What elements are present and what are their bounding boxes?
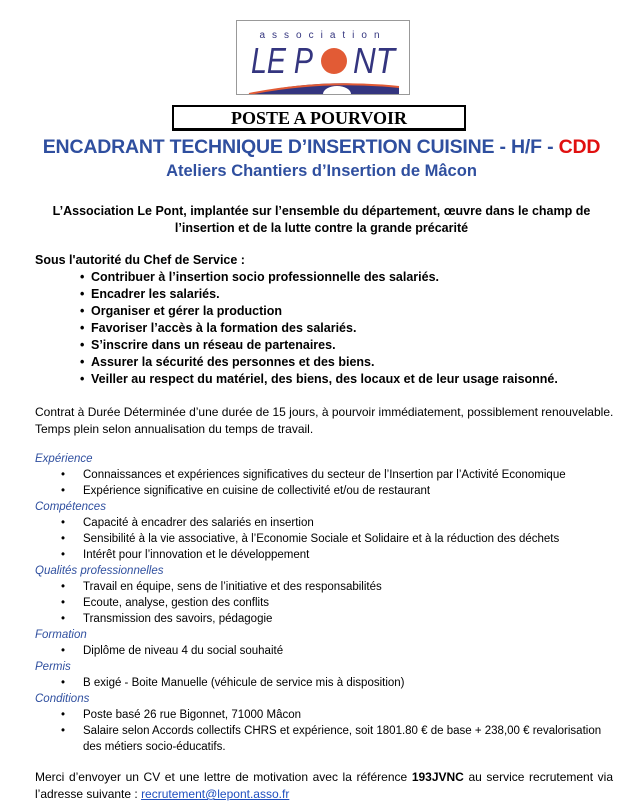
section-list (35, 467, 605, 499)
section-item: • Travail en équipe, sens de l’initiative et des responsabilités (35, 579, 605, 595)
closing-after: au service recrutement via l’adresse suivante : (35, 770, 613, 801)
section (35, 563, 605, 627)
svg-text:NT: NT (353, 40, 398, 81)
svg-text:association: association (259, 30, 387, 41)
section-item: • Connaissances et expériences significatives du secteur de l’Insertion par l’Activité Economique (35, 467, 605, 483)
section-list (35, 675, 605, 691)
contract-info (35, 404, 613, 438)
section-item: • Ecoute, analyse, gestion des conflits (35, 595, 605, 611)
section-list (35, 707, 605, 755)
section-item: • Intérêt pour l’innovation et le développement (35, 547, 605, 563)
section-list (35, 579, 605, 627)
section (35, 451, 605, 499)
requirements-sections (35, 451, 605, 755)
section-heading: Expérience (35, 453, 93, 465)
section-item: • Capacité à encadrer des salariés en insertion (35, 515, 605, 531)
section-item: • Salaire selon Accords collectifs CHRS et expérience, soit 1801.80 € de base + 238,00 € revalorisation des métiers socio-éducatifs. (35, 723, 605, 755)
contract-type: CDD (558, 136, 601, 158)
section-item: • Poste basé 26 rue Bigonnet, 71000 Mâcon (35, 707, 605, 723)
authority-list (35, 269, 558, 388)
section (35, 659, 605, 691)
job-subtitle: Ateliers Chantiers d’Insertion de Mâcon (166, 162, 477, 180)
section-item: • Sensibilité à la vie associative, à l’Economie Sociale et Solidaire et à la réduction des déchets (35, 531, 605, 547)
reference-code: 193JVNC (411, 770, 464, 784)
section (35, 691, 605, 755)
section-heading: Conditions (35, 693, 90, 705)
section-heading: Compétences (35, 501, 106, 513)
section (35, 499, 605, 563)
le-pont-logo (236, 20, 410, 95)
svg-text:LE P: LE P (251, 40, 313, 81)
closing-before: Merci d’envoyer un CV et une lettre de motivation avec la référence (35, 770, 412, 784)
contract-line: Contrat à Durée Déterminée d’une durée de 15 jours, à pourvoir immédiatement, possiblement renouvelable. (35, 405, 614, 419)
closing-text (35, 769, 613, 803)
authority-block (35, 252, 558, 388)
contract-line: Temps plein selon annualisation du temps de travail. (35, 422, 314, 436)
authority-item: • Contribuer à l’insertion socio professionnelle des salariés. (35, 269, 558, 286)
section-item: • B exigé - Boite Manuelle (véhicule de service mis à disposition) (35, 675, 605, 691)
email-link[interactable]: recrutement@lepont.asso.fr (141, 787, 290, 801)
section-list (35, 515, 605, 563)
section-item: • Transmission des savoirs, pédagogie (35, 611, 605, 627)
authority-heading: Sous l'autorité du Chef de Service : (35, 253, 245, 267)
authority-item: • Favoriser l’accès à la formation des salariés. (35, 320, 558, 337)
intro-text: L’Association Le Pont, implantée sur l’ensemble du département, œuvre dans le champ de l’insertion et de la lutte contre la grande précarité (52, 204, 591, 235)
section-list (35, 643, 605, 659)
section-heading: Formation (35, 629, 87, 641)
authority-item: • Assurer la sécurité des personnes et des biens. (35, 354, 558, 371)
job-title-main: ENCADRANT TECHNIQUE D’INSERTION CUISINE - H/F - (42, 136, 559, 158)
section-item: • Expérience significative en cuisine de collectivité et/ou de restaurant (35, 483, 605, 499)
authority-item: • S’inscrire dans un réseau de partenaires. (35, 337, 558, 354)
poste-a-pourvoir-banner: POSTE A POURVOIR (172, 105, 466, 131)
authority-item: • Encadrer les salariés. (35, 286, 558, 303)
section (35, 627, 605, 659)
section-item: • Diplôme de niveau 4 du social souhaité (35, 643, 605, 659)
section-heading: Permis (35, 661, 71, 673)
authority-item: • Organiser et gérer la production (35, 303, 558, 320)
authority-item: • Veiller au respect du matériel, des biens, des locaux et de leur usage raisonné. (35, 371, 558, 388)
job-title (0, 136, 643, 159)
section-heading: Qualités professionnelles (35, 565, 164, 577)
